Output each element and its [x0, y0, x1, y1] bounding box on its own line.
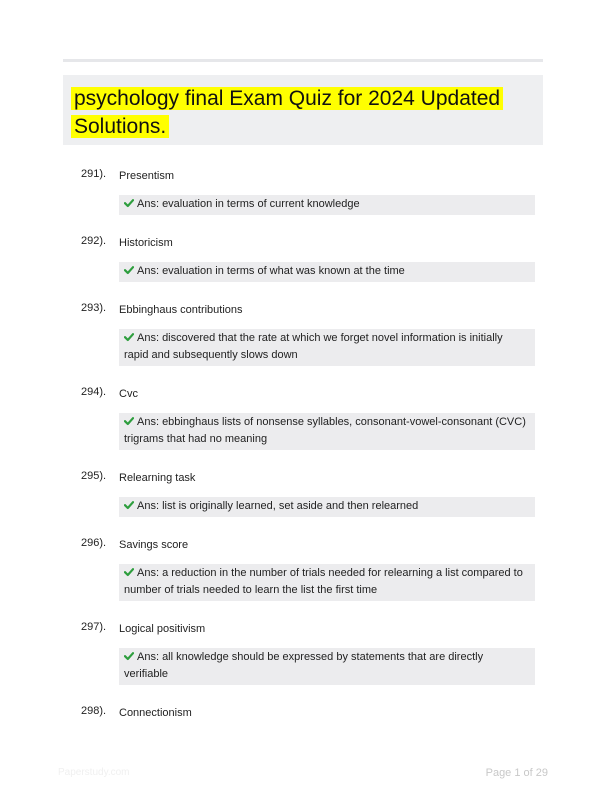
question-list	[81, 166, 535, 739]
question-term: Cvc	[119, 388, 138, 400]
answer-text: Ans: discovered that the rate at which we forget novel information is initially rapid and subsequently slows down	[124, 332, 503, 361]
question-number: 297).	[81, 621, 107, 633]
check-icon	[124, 567, 134, 577]
question-number: 294).	[81, 386, 107, 398]
question-term: Historicism	[119, 237, 173, 249]
question-item	[81, 300, 535, 366]
question-term: Savings score	[119, 539, 189, 551]
question-term: Relearning task	[119, 472, 196, 484]
question-term: Logical positivism	[119, 623, 206, 635]
check-icon	[124, 500, 134, 510]
question-number: 298).	[81, 705, 107, 717]
answer-text: Ans: all knowledge should be expressed by statements that are directly verifiable	[124, 651, 484, 680]
check-icon	[124, 265, 134, 275]
answer-box	[119, 648, 535, 685]
question-term: Presentism	[119, 170, 175, 182]
page-title: psychology final Exam Quiz for 2024 Updated Solutions.	[71, 85, 535, 141]
question-item	[81, 619, 535, 685]
answer-text: Ans: evaluation in terms of current knowledge	[137, 198, 360, 210]
question-number: 296).	[81, 537, 107, 549]
question-item	[81, 535, 535, 601]
answer-text: Ans: ebbinghaus lists of nonsense syllables, consonant-vowel-consonant (CVC) trigrams that had no meaning	[124, 416, 526, 445]
question-item	[81, 233, 535, 282]
answer-box	[119, 497, 535, 517]
question-number: 291).	[81, 168, 107, 180]
answer-text: Ans: evaluation in terms of what was known at the time	[137, 265, 405, 277]
check-icon	[124, 651, 134, 661]
top-divider	[63, 59, 543, 62]
answer-box	[119, 195, 535, 215]
question-term: Ebbinghaus contributions	[119, 304, 243, 316]
question-item	[81, 468, 535, 517]
question-number: 293).	[81, 302, 107, 314]
answer-box	[119, 329, 535, 366]
answer-box	[119, 564, 535, 601]
question-term: Connectionism	[119, 707, 192, 719]
question-item	[81, 384, 535, 450]
answer-text: Ans: list is originally learned, set aside and then relearned	[137, 500, 419, 512]
question-item	[81, 703, 535, 721]
check-icon	[124, 416, 134, 426]
check-icon	[124, 332, 134, 342]
question-number: 295).	[81, 470, 107, 482]
answer-box	[119, 262, 535, 282]
check-icon	[124, 198, 134, 208]
page-indicator: Page 1 of 29	[485, 767, 548, 779]
answer-text: Ans: a reduction in the number of trials needed for relearning a list compared to number of trials needed to learn the list the first time	[124, 567, 523, 596]
answer-box	[119, 413, 535, 450]
footer-watermark: Paperstudy.com	[58, 767, 130, 778]
question-number: 292).	[81, 235, 107, 247]
question-item	[81, 166, 535, 215]
title-banner	[63, 75, 543, 145]
